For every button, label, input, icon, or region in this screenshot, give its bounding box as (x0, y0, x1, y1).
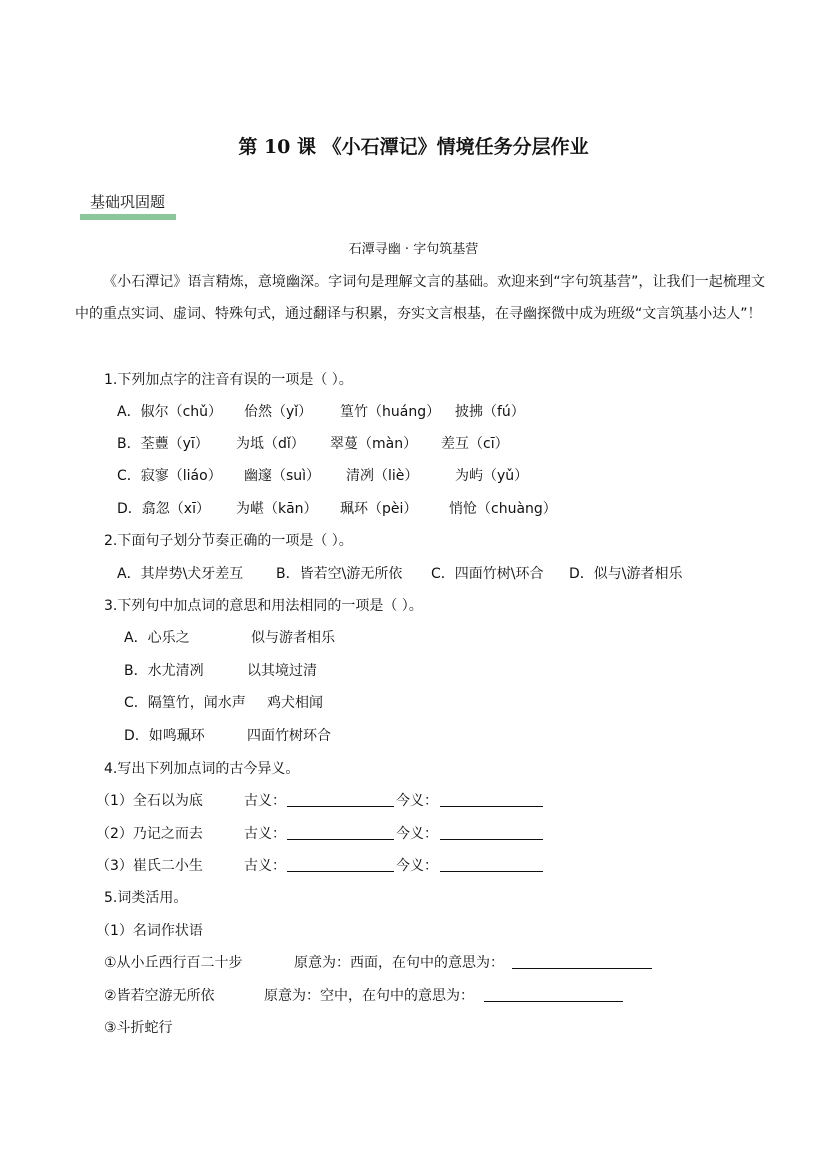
section-underline-bar (80, 214, 176, 220)
q3-option-c-1: C．隔篁竹，闻水声 (124, 695, 246, 711)
q2-option-c: C．四面竹树\环合 (431, 566, 544, 582)
q5-sub1: （1）名词作状语 (96, 923, 203, 939)
q5-stem: 5.词类活用。 (104, 890, 188, 906)
q4-item-1-ancient-blank[interactable] (287, 791, 394, 813)
q4-item-3-ancient-label: 古义： (244, 858, 286, 874)
q2-option-d: D．似与\游者相乐 (569, 566, 683, 582)
q4-item-3-modern-blank[interactable] (440, 856, 543, 878)
q1-option-b-2: 为坻（dǐ） (236, 436, 305, 452)
q1-option-a-4: 披拂（fú） (455, 404, 525, 420)
q4-item-3-modern-label: 今义： (396, 858, 438, 874)
q3-option-b-1: B．水尤清冽 (124, 663, 204, 679)
q4-item-2-modern-label: 今义： (396, 826, 438, 842)
q1-option-d-3: 珮环（pèi） (340, 501, 418, 517)
q5-item-1: ①从小丘西行百二十步 (104, 955, 243, 971)
q1-option-c-4: 为屿（yǔ） (455, 468, 529, 484)
q1-option-c-3: 清冽（liè） (346, 468, 419, 484)
q5-item-2-blank[interactable] (484, 986, 623, 1008)
q2-option-b: B．皆若空\游无所依 (276, 566, 403, 582)
q3-option-d-2: 四面竹树环合 (247, 728, 331, 744)
q4-item-2-ancient-blank[interactable] (287, 824, 394, 846)
q3-option-a-2: 似与游者相乐 (251, 630, 335, 646)
q1-option-c-1: C．寂寥（liáo） (117, 468, 222, 484)
q1-option-b-4: 差互（cī） (441, 436, 509, 452)
q2-stem: 2.下面句子划分节奏正确的一项是（ ）。 (104, 533, 353, 549)
q1-option-a-1: A．俶尔（chǔ） (117, 404, 223, 420)
q3-option-d-1: D．如鸣珮环 (124, 728, 205, 744)
q2-option-a: A．其岸势\犬牙差互 (117, 566, 244, 582)
q1-option-a-3: 篁竹（huáng） (340, 404, 441, 420)
intro-paragraph: 《小石潭记》语言精炼，意境幽深。字词句是理解文言的基础。欢迎来到“字句筑基营”，让我们一起梳理文中的重点实词、虚词、特殊句式，通过翻译与积累，夯实文言根基，在寻幽探微中成为班级“文言筑基小达人”！ (75, 274, 765, 322)
q4-item-1-modern-label: 今义： (396, 793, 438, 809)
q1-option-b-3: 翠蔓（màn） (330, 436, 418, 452)
q5-item-1-prompt: 原意为：西面，在句中的意思为： (294, 955, 504, 971)
q1-option-d-4: 悄怆（chuàng） (449, 501, 557, 517)
q4-item-1-modern-blank[interactable] (440, 791, 543, 813)
q4-item-1: （1）全石以为底 (96, 793, 203, 809)
q3-option-b-2: 以其境过清 (247, 663, 317, 679)
q4-item-3-ancient-blank[interactable] (287, 856, 394, 878)
page-title: 第 10 课 《小石潭记》情境任务分层作业 (238, 136, 589, 158)
q1-option-d-1: D．翕忽（xī） (117, 501, 210, 517)
q4-item-2-ancient-label: 古义： (244, 826, 286, 842)
q1-option-a-2: 佁然（yǐ） (244, 404, 313, 420)
q3-stem: 3.下列句中加点词的意思和用法相同的一项是（ ）。 (104, 598, 423, 614)
q4-stem: 4.写出下列加点词的古今异义。 (104, 761, 300, 777)
q1-option-b-1: B．荃蘴（yī） (117, 436, 209, 452)
subtitle: 石潭寻幽 · 字句筑基营 (348, 242, 479, 257)
q5-item-3: ③斗折蛇行 (104, 1020, 173, 1036)
q4-item-2: （2）乃记之而去 (96, 826, 203, 842)
q4-item-2-modern-blank[interactable] (440, 824, 543, 846)
q5-item-2-prompt: 原意为：空中，在句中的意思为： (264, 988, 474, 1004)
q3-option-c-2: 鸡犬相闻 (267, 695, 323, 711)
q1-option-d-2: 为嵁（kān） (236, 501, 318, 517)
section-label: 基础巩固题 (90, 193, 166, 211)
q5-item-2: ②皆若空游无所依 (104, 988, 215, 1004)
q1-option-c-2: 幽邃（suì） (244, 468, 321, 484)
q1-stem: 1.下列加点字的注音有误的一项是（ ）。 (104, 372, 353, 388)
q4-item-1-ancient-label: 古义： (244, 793, 286, 809)
q5-item-1-blank[interactable] (512, 953, 652, 975)
q3-option-a-1: A．心乐之 (124, 630, 190, 646)
q4-item-3: （3）崔氏二小生 (96, 858, 203, 874)
